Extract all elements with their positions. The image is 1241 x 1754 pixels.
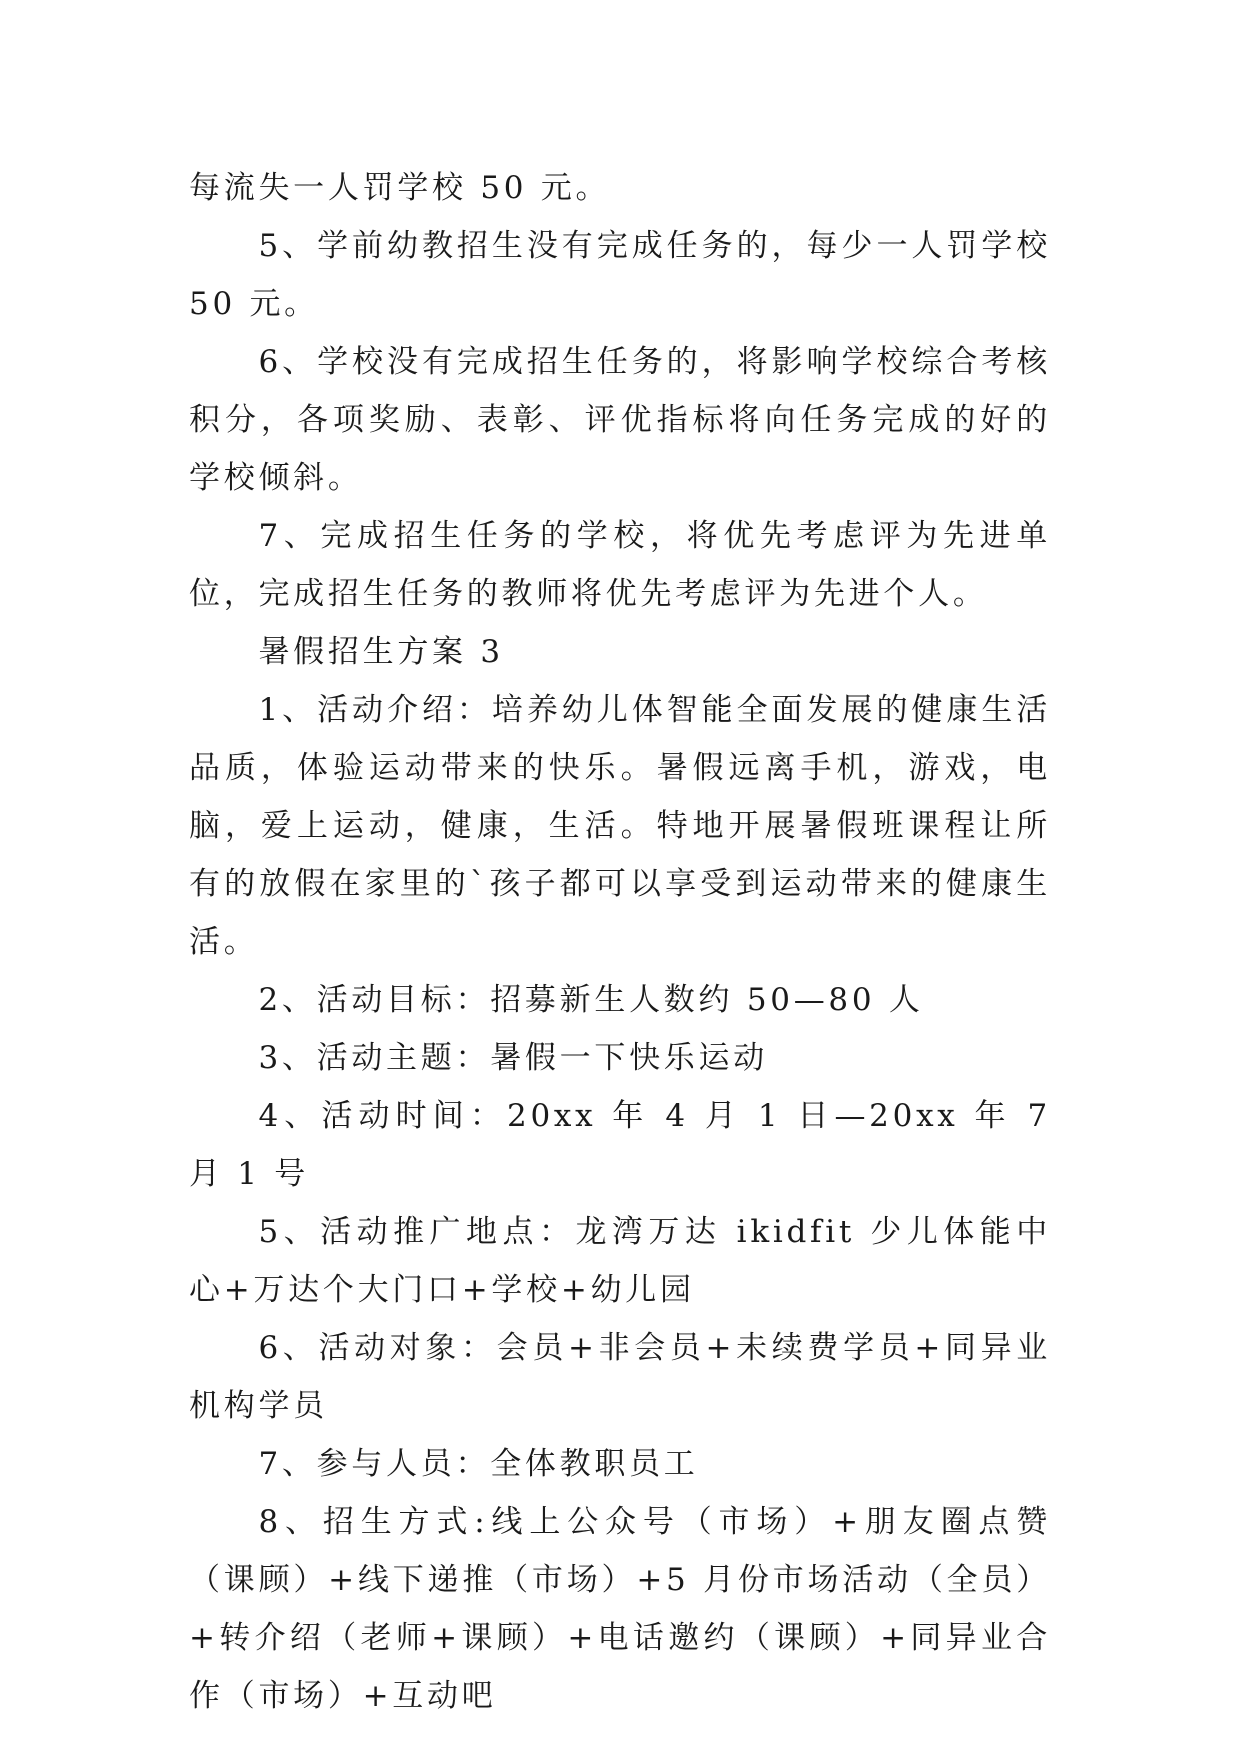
paragraph-activity-location: 5、活动推广地点：龙湾万达 ikidfit 少儿体能中心+万达个大门口+学校+幼儿园 xyxy=(189,1214,1051,1308)
paragraph-enrollment-methods: 8、招生方式:线上公众号（市场）+朋友圈点赞（课顾）+线下递推（市场）+5 月份市场活动（全员）+转介绍（老师+课顾）+电话邀约（课顾）+同异业合作（市场）+互动吧 xyxy=(189,1504,1051,1714)
paragraph-participants: 7、参与人员：全体教职员工 xyxy=(258,1446,699,1482)
paragraph-activity-goal: 2、活动目标：招募新生人数约 50—80 人 xyxy=(258,982,924,1018)
paragraph-item-7-advanced-units: 7、完成招生任务的学校，将优先考虑评为先进单位，完成招生任务的教师将优先考虑评为先进个人。 xyxy=(189,518,1051,612)
paragraph-activity-time: 4、活动时间：20xx 年 4 月 1 日—20xx 年 7 月 1 号 xyxy=(189,1098,1051,1192)
paragraph-activity-audience: 6、活动对象：会员+非会员+未续费学员+同异业机构学员 xyxy=(189,1330,1051,1424)
document-body xyxy=(189,159,1051,1725)
paragraph-item-6-school-assessment: 6、学校没有完成招生任务的，将影响学校综合考核积分，各项奖励、表彰、评优指标将向任务完成的好的学校倾斜。 xyxy=(189,344,1051,496)
section-heading-plan-3: 暑假招生方案 3 xyxy=(258,634,504,670)
paragraph-item-5-preschool-penalty: 5、学前幼教招生没有完成任务的，每少一人罚学校 50 元。 xyxy=(189,228,1051,322)
paragraph-penalty-loss: 每流失一人罚学校 50 元。 xyxy=(189,170,611,206)
paragraph-activity-theme: 3、活动主题：暑假一下快乐运动 xyxy=(258,1040,768,1076)
paragraph-activity-intro: 1、活动介绍：培养幼儿体智能全面发展的健康生活品质，体验运动带来的快乐。暑假远离手机，游戏，电脑，爱上运动，健康，生活。特地开展暑假班课程让所有的放假在家里的`孩子都可以享受到运动带来的健康生活。 xyxy=(189,692,1051,960)
